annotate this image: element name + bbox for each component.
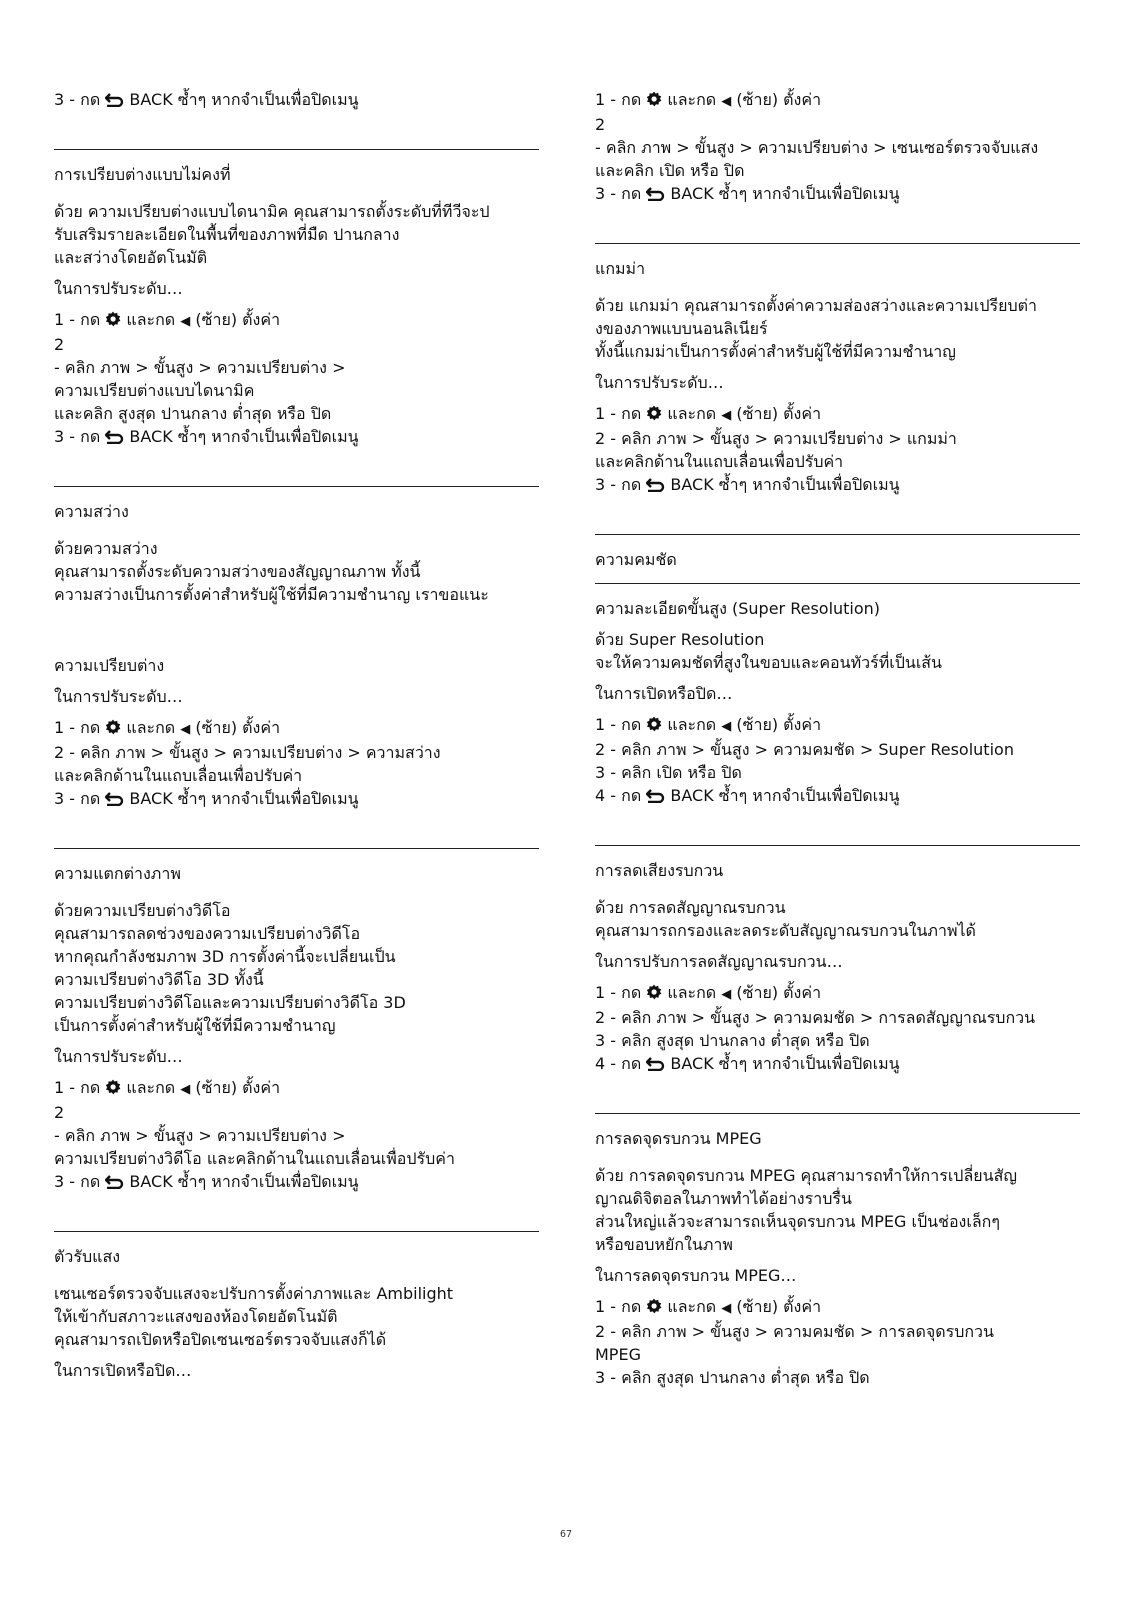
steps-list: 1 - กด และกด ◀ (ซ้าย) ตั้งค่า 2 - คลิก ภาพ > ขั้นสูง > ความคมชัด > การลดสัญญาณรบกวน 3 - คลิก สูงสุด ปานกลาง ต่ำสุด หรือ ปิด 4 - กด BACK ซ้ำๆ หากจำเป็นเพื่อปิดเมนู xyxy=(595,983,1036,1073)
section-description: ด้วย Super Resolution จะให้ความคมชัดที่สูงในขอบและคอนทัวร์ที่เป็นเส้น xyxy=(595,630,942,672)
section-title: ตัวรับแสง xyxy=(54,1231,539,1268)
back-arrow-icon xyxy=(646,478,665,492)
back-arrow-icon xyxy=(105,1175,124,1189)
right-column xyxy=(595,88,1080,1389)
triangle-left-icon: ◀ xyxy=(721,408,732,423)
triangle-left-icon: ◀ xyxy=(180,1082,191,1097)
section-title: แกมม่า xyxy=(595,243,1080,280)
triangle-left-icon: ◀ xyxy=(721,1301,732,1316)
section-title: ความแตกต่างภาพ xyxy=(54,848,539,885)
back-arrow-icon xyxy=(105,93,124,107)
section-title: การเปรียบต่างแบบไม่คงที่ xyxy=(54,149,539,186)
page-number: 67 xyxy=(559,1529,573,1540)
gear-icon xyxy=(646,984,662,1000)
back-arrow-icon xyxy=(646,1057,665,1071)
gear-icon xyxy=(105,1079,121,1095)
section-mpeg-reduction xyxy=(595,1113,1080,1389)
steps-list: 1 - กด และกด ◀ (ซ้าย) ตั้งค่า 2 - คลิก ภาพ > ขั้นสูง > ความเปรียบต่าง > ความเปรียบต่างแบบไดนามิค และคลิก สูงสุด ปานกลาง ต่ำสุด หรือ ปิด 3 - กด BACK ซ้ำๆ หากจำเป็นเพื่อปิดเมนู xyxy=(54,310,359,446)
back-arrow-icon xyxy=(105,792,124,806)
section-title: ความสว่าง xyxy=(54,486,539,523)
instruction-lead: ในการปรับระดับ… xyxy=(54,279,183,298)
gear-icon xyxy=(646,716,662,732)
section-title: การลดจุดรบกวน MPEG xyxy=(595,1113,1080,1150)
section-title: ความคมชัด xyxy=(595,534,1080,571)
triangle-left-icon: ◀ xyxy=(721,719,732,734)
gear-icon xyxy=(646,1298,662,1314)
instruction-lead: ในการปรับการลดสัญญาณรบกวน… xyxy=(595,952,843,971)
instruction-lead: ในการปรับระดับ… xyxy=(595,373,724,392)
section-title: การลดเสียงรบกวน xyxy=(595,845,1080,882)
steps-list: 1 - กด และกด ◀ (ซ้าย) ตั้งค่า 2 - คลิก ภาพ > ขั้นสูง > ความคมชัด > Super Resolution 3 - คลิก เปิด หรือ ปิด 4 - กด BACK ซ้ำๆ หากจำเป็นเพื่อปิดเมนู xyxy=(595,715,1014,805)
left-column xyxy=(54,88,539,1390)
back-arrow-icon xyxy=(646,789,665,803)
section-light-sensor xyxy=(54,1231,539,1382)
steps-list: 1 - กด และกด ◀ (ซ้าย) ตั้งค่า 2 - คลิก ภาพ > ขั้นสูง > ความคมชัด > การลดจุดรบกวน MPEG 3 - คลิก สูงสุด ปานกลาง ต่ำสุด หรือ ปิด xyxy=(595,1297,994,1387)
intro-step: 3 - กด BACK ซ้ำๆ หากจำเป็นเพื่อปิดเมนู xyxy=(54,90,359,109)
section-description: เซนเซอร์ตรวจจับแสงจะปรับการตั้งค่าภาพและ Ambilight ให้เข้ากับสภาวะแสงของห้องโดยอัตโนมัติ คุณสามารถเปิดหรือปิดเซนเซอร์ตรวจจับแสงก็ได้ xyxy=(54,1284,454,1349)
section-video-contrast xyxy=(54,848,539,1193)
instruction-lead: ในการเปิดหรือปิด… xyxy=(595,684,733,703)
light-sensor-steps: 1 - กด และกด ◀ (ซ้าย) ตั้งค่า 2 - คลิก ภาพ > ขั้นสูง > ความเปรียบต่าง > เซนเซอร์ตรวจจับแสง และคลิก เปิด หรือ ปิด 3 - กด BACK ซ้ำๆ หากจำเป็นเพื่อปิดเมนู xyxy=(595,90,1039,203)
triangle-left-icon: ◀ xyxy=(180,314,191,329)
instruction-lead: ในการลดจุดรบกวน MPEG… xyxy=(595,1266,797,1285)
triangle-left-icon: ◀ xyxy=(721,987,732,1002)
instruction-lead: ในการปรับระดับ… xyxy=(54,687,183,706)
section-noise-reduction xyxy=(595,845,1080,1075)
section-description: ด้วย การลดสัญญาณรบกวน คุณสามารถกรองและลดระดับสัญญาณรบกวนในภาพได้ xyxy=(595,898,976,940)
gear-icon xyxy=(105,311,121,327)
gear-icon xyxy=(646,91,662,107)
section-sharpness xyxy=(595,534,1080,807)
steps-list: 1 - กด และกด ◀ (ซ้าย) ตั้งค่า 2 - คลิก ภาพ > ขั้นสูง > ความเปรียบต่าง > ความสว่าง และคลิกด้านในแถบเลื่อนเพื่อปรับค่า 3 - กด BACK ซ้ำๆ หากจำเป็นเพื่อปิดเมนู xyxy=(54,718,441,808)
subsection-title: ความเปรียบต่าง xyxy=(54,656,165,675)
instruction-lead: ในการเปิดหรือปิด… xyxy=(54,1361,192,1380)
triangle-left-icon: ◀ xyxy=(180,722,191,737)
steps-list: 1 - กด และกด ◀ (ซ้าย) ตั้งค่า 2 - คลิก ภาพ > ขั้นสูง > ความเปรียบต่าง > แกมม่า และคลิกด้านในแถบเลื่อนเพื่อปรับค่า 3 - กด BACK ซ้ำๆ หากจำเป็นเพื่อปิดเมนู xyxy=(595,404,957,494)
section-description: ด้วย แกมม่า คุณสามารถตั้งค่าความส่องสว่างและความเปรียบต่า งของภาพแบบนอนลิเนียร์ ทั้งนี้แกมม่าเป็นการตั้งค่าสำหรับผู้ใช้ที่มีความชำนาญ xyxy=(595,296,1038,361)
triangle-left-icon: ◀ xyxy=(721,94,732,109)
section-description: ด้วย การลดจุดรบกวน MPEG คุณสามารถทำให้การเปลี่ยนสัญ ญาณดิจิตอลในภาพทำได้อย่างราบรื่น ส่วนใหญ่แล้วจะสามารถเห็นจุดรบกวน MPEG เป็นช่องเล็กๆ หรือขอบหยักในภาพ xyxy=(595,1166,1017,1254)
steps-list: 1 - กด และกด ◀ (ซ้าย) ตั้งค่า 2 - คลิก ภาพ > ขั้นสูง > ความเปรียบต่าง > ความเปรียบต่างวิดีโอ และคลิกด้านในแถบเลื่อนเพื่อปรับค่า 3 - กด BACK ซ้ำๆ หากจำเป็นเพื่อปิดเมนู xyxy=(54,1078,455,1191)
back-arrow-icon xyxy=(105,430,124,444)
subsection-title: ความละเอียดขั้นสูง (Super Resolution) xyxy=(595,583,1080,620)
section-description: ด้วย ความเปรียบต่างแบบไดนามิค คุณสามารถตั้งระดับที่ทีวีจะป รับเสริมรายละเอียดในพื้นที่ของภาพที่มืด ปานกลาง และสว่างโดยอัตโนมัติ xyxy=(54,202,490,267)
section-brightness xyxy=(54,486,539,810)
section-description: ด้วยความเปรียบต่างวิดีโอ คุณสามารถลดช่วงของความเปรียบต่างวิดีโอ หากคุณกำลังชมภาพ 3D การตั้งค่านี้จะเปลี่ยนเป็น ความเปรียบต่างวิดีโอ 3D ทั้งนี้ ความเปรียบต่างวิดีโอและความเปรียบต่างวิดีโอ 3D เป็นการตั้งค่าสำหรับผู้ใช้ที่มีความชำนาญ xyxy=(54,901,406,1035)
gear-icon xyxy=(105,719,121,735)
instruction-lead: ในการปรับระดับ… xyxy=(54,1047,183,1066)
section-gamma xyxy=(595,243,1080,496)
section-dynamic-contrast xyxy=(54,149,539,448)
back-arrow-icon xyxy=(646,187,665,201)
gear-icon xyxy=(646,405,662,421)
section-description: ด้วยความสว่าง คุณสามารถตั้งระดับความสว่างของสัญญาณภาพ ทั้งนี้ ความสว่างเป็นการตั้งค่าสำหรับผู้ใช้ที่มีความชำนาญ เราขอแนะ xyxy=(54,539,489,604)
